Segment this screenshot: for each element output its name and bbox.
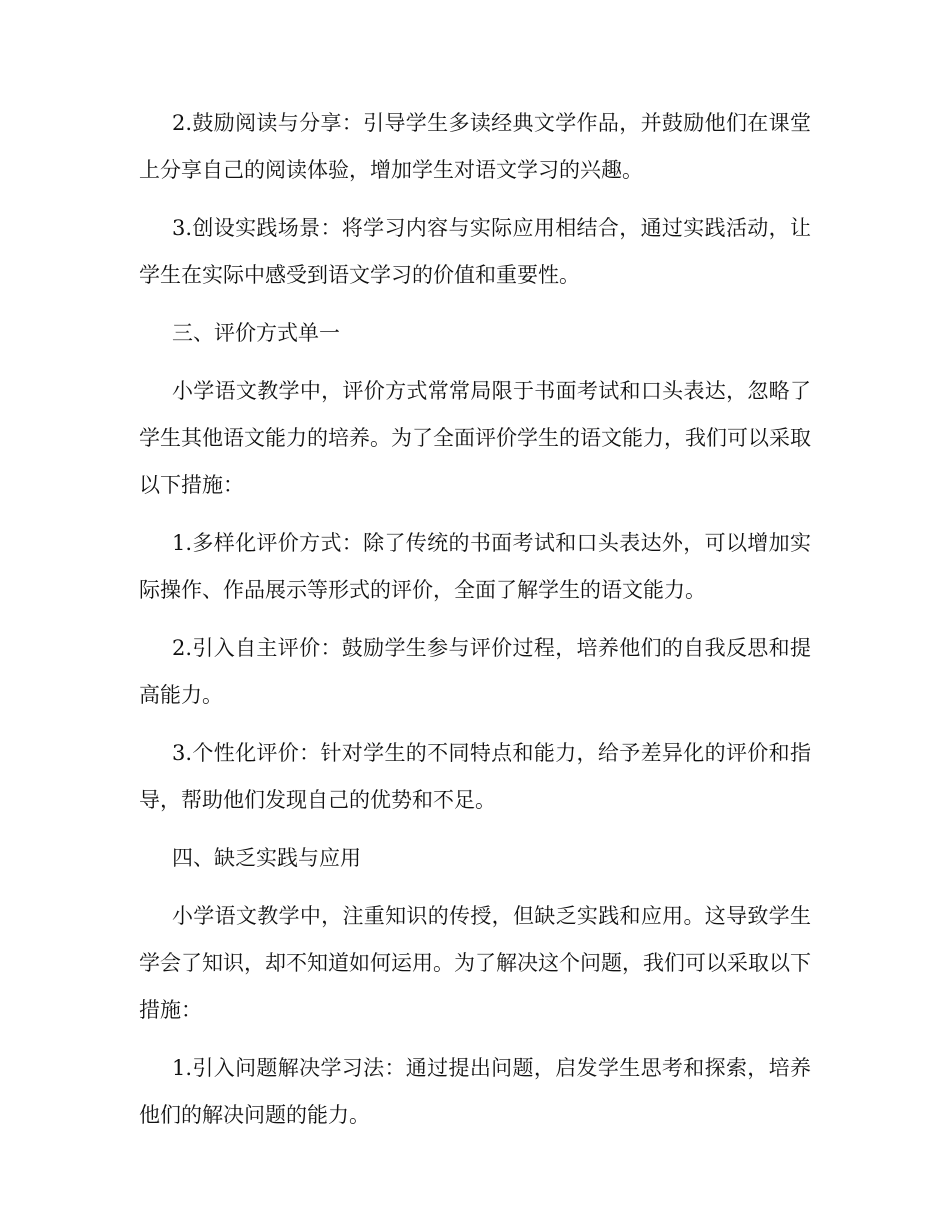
paragraph-problem-solving: 1.引入问题解决学习法：通过提出问题，启发学生思考和探索，培养他们的解决问题的能力。 [139,1056,811,1127]
paragraph-practice-intro: 小学语文教学中，注重知识的传授，但缺乏实践和应用。这导致学生学会了知识，却不知道如何运用。为了解决这个问题，我们可以采取以下措施： [139,904,811,1022]
paragraph-practice-scenes: 3.创设实践场景：将学习内容与实际应用相结合，通过实践活动，让学生在实际中感受到语文学习的价值和重要性。 [139,216,811,287]
section-heading-evaluation: 三、评价方式单一 [172,321,340,345]
document-body [139,100,811,1150]
paragraph-diverse-evaluation: 1.多样化评价方式：除了传统的书面考试和口头表达外，可以增加实际操作、作品展示等形式的评价，全面了解学生的语文能力。 [139,531,811,602]
paragraph-encourage-reading: 2.鼓励阅读与分享：引导学生多读经典文学作品，并鼓励他们在课堂上分享自己的阅读体验，增加学生对语文学习的兴趣。 [139,111,811,182]
paragraph-self-evaluation: 2.引入自主评价：鼓励学生参与评价过程，培养他们的自我反思和提高能力。 [139,636,811,707]
paragraph-evaluation-intro: 小学语文教学中，评价方式常常局限于书面考试和口头表达，忽略了学生其他语文能力的培养。为了全面评价学生的语文能力，我们可以采取以下措施： [139,379,811,497]
paragraph-personalized-evaluation: 3.个性化评价：针对学生的不同特点和能力，给予差异化的评价和指导，帮助他们发现自己的优势和不足。 [139,741,811,812]
section-heading-practice: 四、缺乏实践与应用 [172,846,361,870]
